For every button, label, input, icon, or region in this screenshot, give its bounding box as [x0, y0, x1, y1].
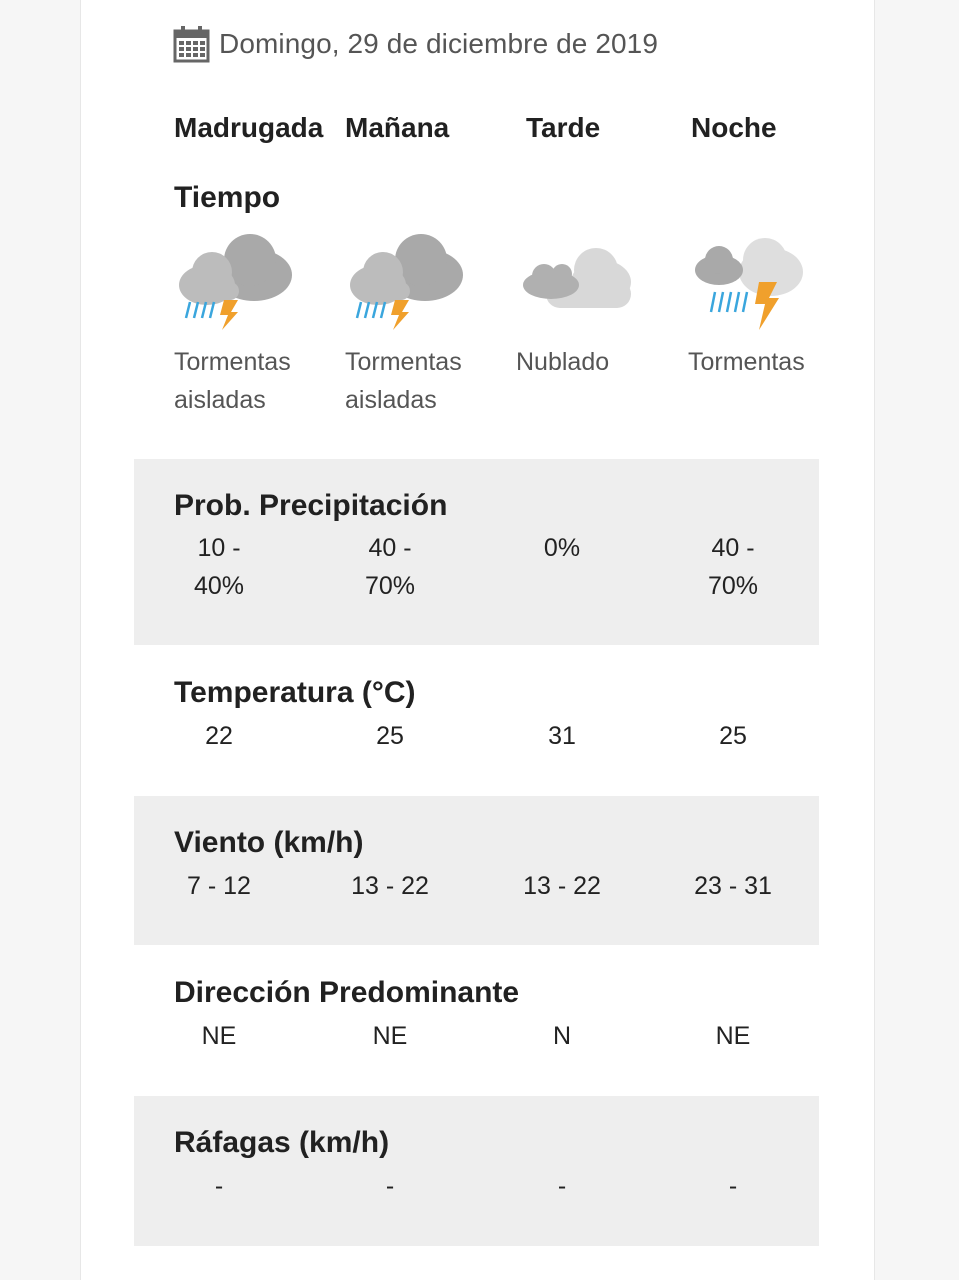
temp-manana: 25	[376, 722, 404, 750]
temp-noche: 25	[719, 722, 747, 750]
precipitation-title: Prob. Precipitación	[174, 489, 448, 522]
weather-desc-manana: Tormentas aisladas	[345, 348, 462, 414]
cloudy-icon	[516, 230, 641, 335]
direction-tarde: N	[552, 1022, 572, 1050]
period-madrugada: Madrugada	[174, 112, 324, 143]
weather-desc-madrugada: Tormentas aisladas	[174, 348, 291, 414]
direction-manana: NE	[372, 1022, 408, 1050]
wind-title: Viento (km/h)	[174, 826, 364, 859]
period-tarde: Tarde	[526, 112, 601, 143]
temp-madrugada: 22	[205, 722, 233, 750]
period-manana: Mañana	[345, 112, 450, 143]
wind-madrugada: 7 - 12	[187, 872, 251, 900]
date-text: Domingo, 29 de diciembre de 2019	[219, 28, 659, 59]
date-header	[173, 22, 658, 66]
period-noche: Noche	[691, 112, 777, 143]
gusts-manana: -	[385, 1172, 395, 1200]
gusts-title: Ráfagas (km/h)	[174, 1126, 390, 1159]
storm-cloud-icon	[689, 230, 814, 335]
thunderstorm-cloud-icon	[343, 230, 468, 335]
precip-tarde: 0%	[543, 534, 581, 562]
weather-desc-tarde: Nublado	[516, 348, 610, 376]
precip-manana: 40 - 70%	[364, 534, 416, 600]
gusts-noche: -	[728, 1172, 738, 1200]
weather-desc-noche: Tormentas	[688, 348, 805, 376]
temp-tarde: 31	[548, 722, 576, 750]
temperature-title: Temperatura (°C)	[174, 676, 416, 709]
direction-noche: NE	[715, 1022, 751, 1050]
direction-madrugada: NE	[201, 1022, 237, 1050]
wind-tarde: 13 - 22	[523, 872, 601, 900]
wind-manana: 13 - 22	[351, 872, 429, 900]
weather-title: Tiempo	[174, 181, 281, 214]
wind-noche: 23 - 31	[694, 872, 772, 900]
gusts-madrugada: -	[214, 1172, 224, 1200]
direction-title: Dirección Predominante	[174, 976, 520, 1009]
thunderstorm-cloud-icon	[172, 230, 297, 335]
precip-noche: 40 - 70%	[707, 534, 759, 600]
gusts-tarde: -	[557, 1172, 567, 1200]
period-headers	[0, 112, 959, 148]
precip-madrugada: 10 - 40%	[193, 534, 245, 600]
calendar-icon	[173, 25, 210, 63]
